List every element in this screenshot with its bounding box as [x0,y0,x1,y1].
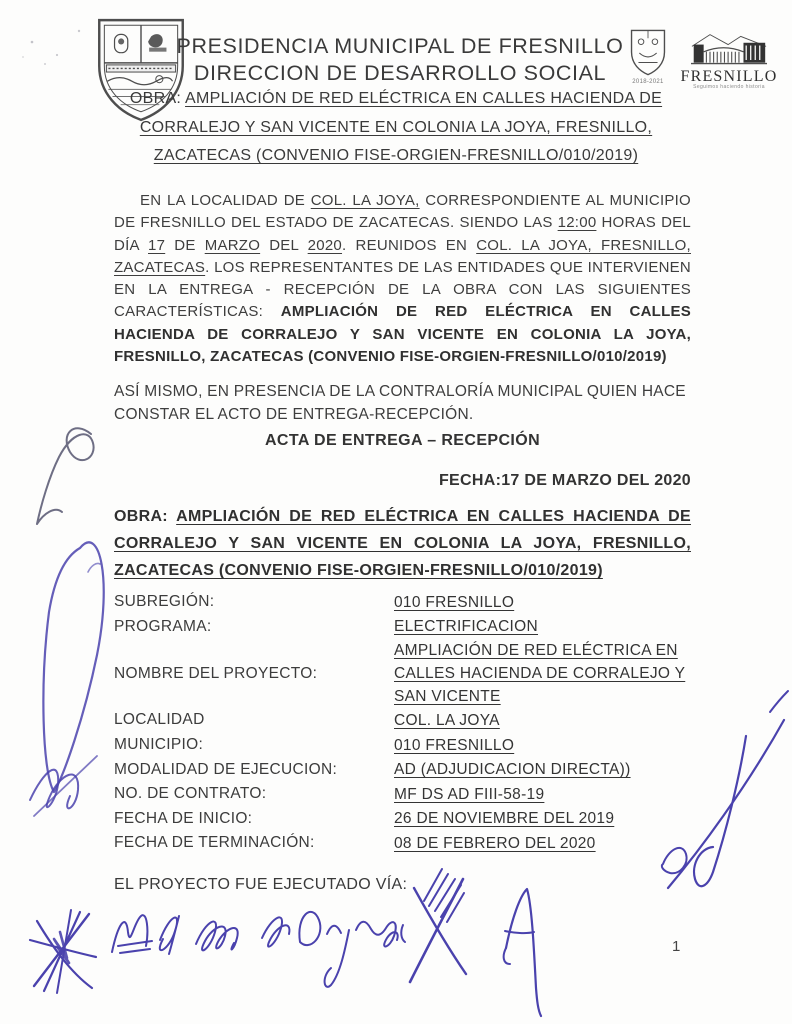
page-number: 1 [672,938,681,955]
acta-title: ACTA DE ENTREGA – RECEPCIÓN [264,432,541,449]
fresnillo-gate-icon [685,31,773,69]
ayuntamiento-shield-logo [622,27,674,86]
header-title-line1: PRESIDENCIA MUNICIPAL DE FRESNILLO [176,34,624,58]
field-label: MUNICIPIO: [114,736,204,754]
text-segment: . LOS REPRESENTANTES DE LAS ENTIDADES QUE INTERVIENEN EN LA ENTREGA - RECEPCIÓN DE LA OBRA CON LAS SIGUIENTES CARACTERÍSTICAS: [114,258,691,321]
fresnillo-logo-tagline: Seguimos haciendo historia [693,84,765,90]
field-value: COL. LA JOYA [394,711,500,729]
text-segment: DE [165,236,205,254]
field-row [114,807,691,832]
field-row [114,615,691,640]
document-header [160,33,640,87]
a-shaped-signature [504,889,541,1016]
intro-paragraph [114,190,691,368]
field-value: 010 FRESNILLO [394,593,515,611]
executed-via-line: EL PROYECTO FUE EJECUTADO VÍA: [114,876,408,893]
text-segment: AMPLIACIÓN DE RED ELÉCTRICA EN CALLES HACIENDA DE CORRALEJO Y SAN VICENTE EN COLONIA LA JOYA, FRESNILLO, ZACATECAS (CONVENIO FISE-ORGIEN-FRESNILLO/010/2019) [114,508,691,579]
field-row [114,708,691,733]
obra-heading-line1 [96,85,696,114]
text-segment: 12:00 [557,214,597,232]
contraloria-paragraph: ASÍ MISMO, EN PRESENCIA DE LA CONTRALORÍA MUNICIPAL QUIEN HACE CONSTAR EL ACTO DE ENTREGA-RECEPCIÓN. [114,383,686,423]
field-row [114,782,691,807]
text-segment: 17 [148,236,166,254]
field-row [114,590,691,615]
shield-caption: 2018-2021 [632,79,664,85]
handwritten-name-signature [112,912,398,987]
text-segment: DEL [260,236,308,254]
field-value: 26 DE NOVIEMBRE DEL 2019 [394,810,615,828]
field-label: MODALIDAD DE EJECUCION: [114,760,338,778]
header-title-line2: DIRECCION DE DESARROLLO SOCIAL [193,61,607,85]
project-fields [114,590,691,856]
field-value: 08 DE FEBRERO DEL 2020 [394,834,596,852]
field-value: MF DS AD FIII-58-19 [394,785,545,803]
field-row [114,831,691,856]
field-label: NO. DE CONTRATO: [114,785,267,803]
field-label: LOCALIDAD [114,711,205,729]
text-segment: HORAS DEL DÍA [114,214,691,254]
text-segment: EN LA LOCALIDAD DE [140,192,311,209]
fresnillo-logo-wordmark: FRESNILLO [680,68,778,85]
field-label: NOMBRE DEL PROYECTO: [114,664,318,682]
obra-prefix: OBRA: [129,90,186,107]
field-value: 010 FRESNILLO [394,736,515,754]
text-segment: COL. LA JOYA, FRESNILLO, ZACATECAS [114,236,691,276]
text-segment: COL. LA JOYA, [310,192,420,209]
field-value: ELECTRIFICACION [394,618,539,636]
text-segment: CORRESPONDIENTE AL MUNICIPIO DE FRESNILLO DEL ESTADO DE ZACATECAS. SIENDO LAS [114,192,691,232]
obra-heading-line3 [96,142,696,171]
obra-heading-text2: CORRALEJO Y SAN VICENTE EN COLONIA LA JOYA, FRESNILLO, [139,118,653,136]
ayuntamiento-shield-icon [625,27,671,79]
field-value: AD (ADJUDICACION DIRECTA)) [394,761,631,779]
text-segment: MARZO [204,236,261,254]
field-row [114,733,691,758]
obra-paragraph [114,503,691,584]
field-label: FECHA DE INICIO: [114,809,253,827]
obra-heading-text3: ZACATECAS (CONVENIO FISE-ORGIEN-FRESNILLO/010/2019) [153,147,639,164]
field-label: SUBREGIÓN: [114,593,215,611]
text-segment: OBRA: [114,508,177,525]
bottom-left-signature-scribble [30,910,96,993]
obra-heading-text1: AMPLIACIÓN DE RED ELÉCTRICA EN CALLES HACIENDA DE [185,90,663,107]
text-segment: . REUNIDOS EN [342,236,477,254]
field-label: FECHA DE TERMINACIÓN: [114,834,315,852]
left-margin-signature [30,428,104,816]
obra-heading [96,85,696,171]
x-scribble-signature [401,869,466,982]
field-value: AMPLIACIÓN DE RED ELÉCTRICA EN CALLES HACIENDA DE CORRALEJO Y SAN VICENTE [394,642,686,706]
field-label: PROGRAMA: [114,617,212,635]
fecha-line: FECHA:17 DE MARZO DEL 2020 [438,472,691,489]
text-segment: 2020 [307,236,343,254]
field-row [114,639,691,708]
obra-heading-line2 [96,114,696,143]
text-segment: AMPLIACIÓN DE RED ELÉCTRICA EN CALLES HACIENDA DE CORRALEJO Y SAN VICENTE EN COLONIA LA JOYA, FRESNILLO, ZACATECAS (CONVENIO FISE-ORGIEN-FRESNILLO/010/2019) [114,303,692,366]
fresnillo-city-logo [678,31,780,91]
field-row [114,757,691,782]
